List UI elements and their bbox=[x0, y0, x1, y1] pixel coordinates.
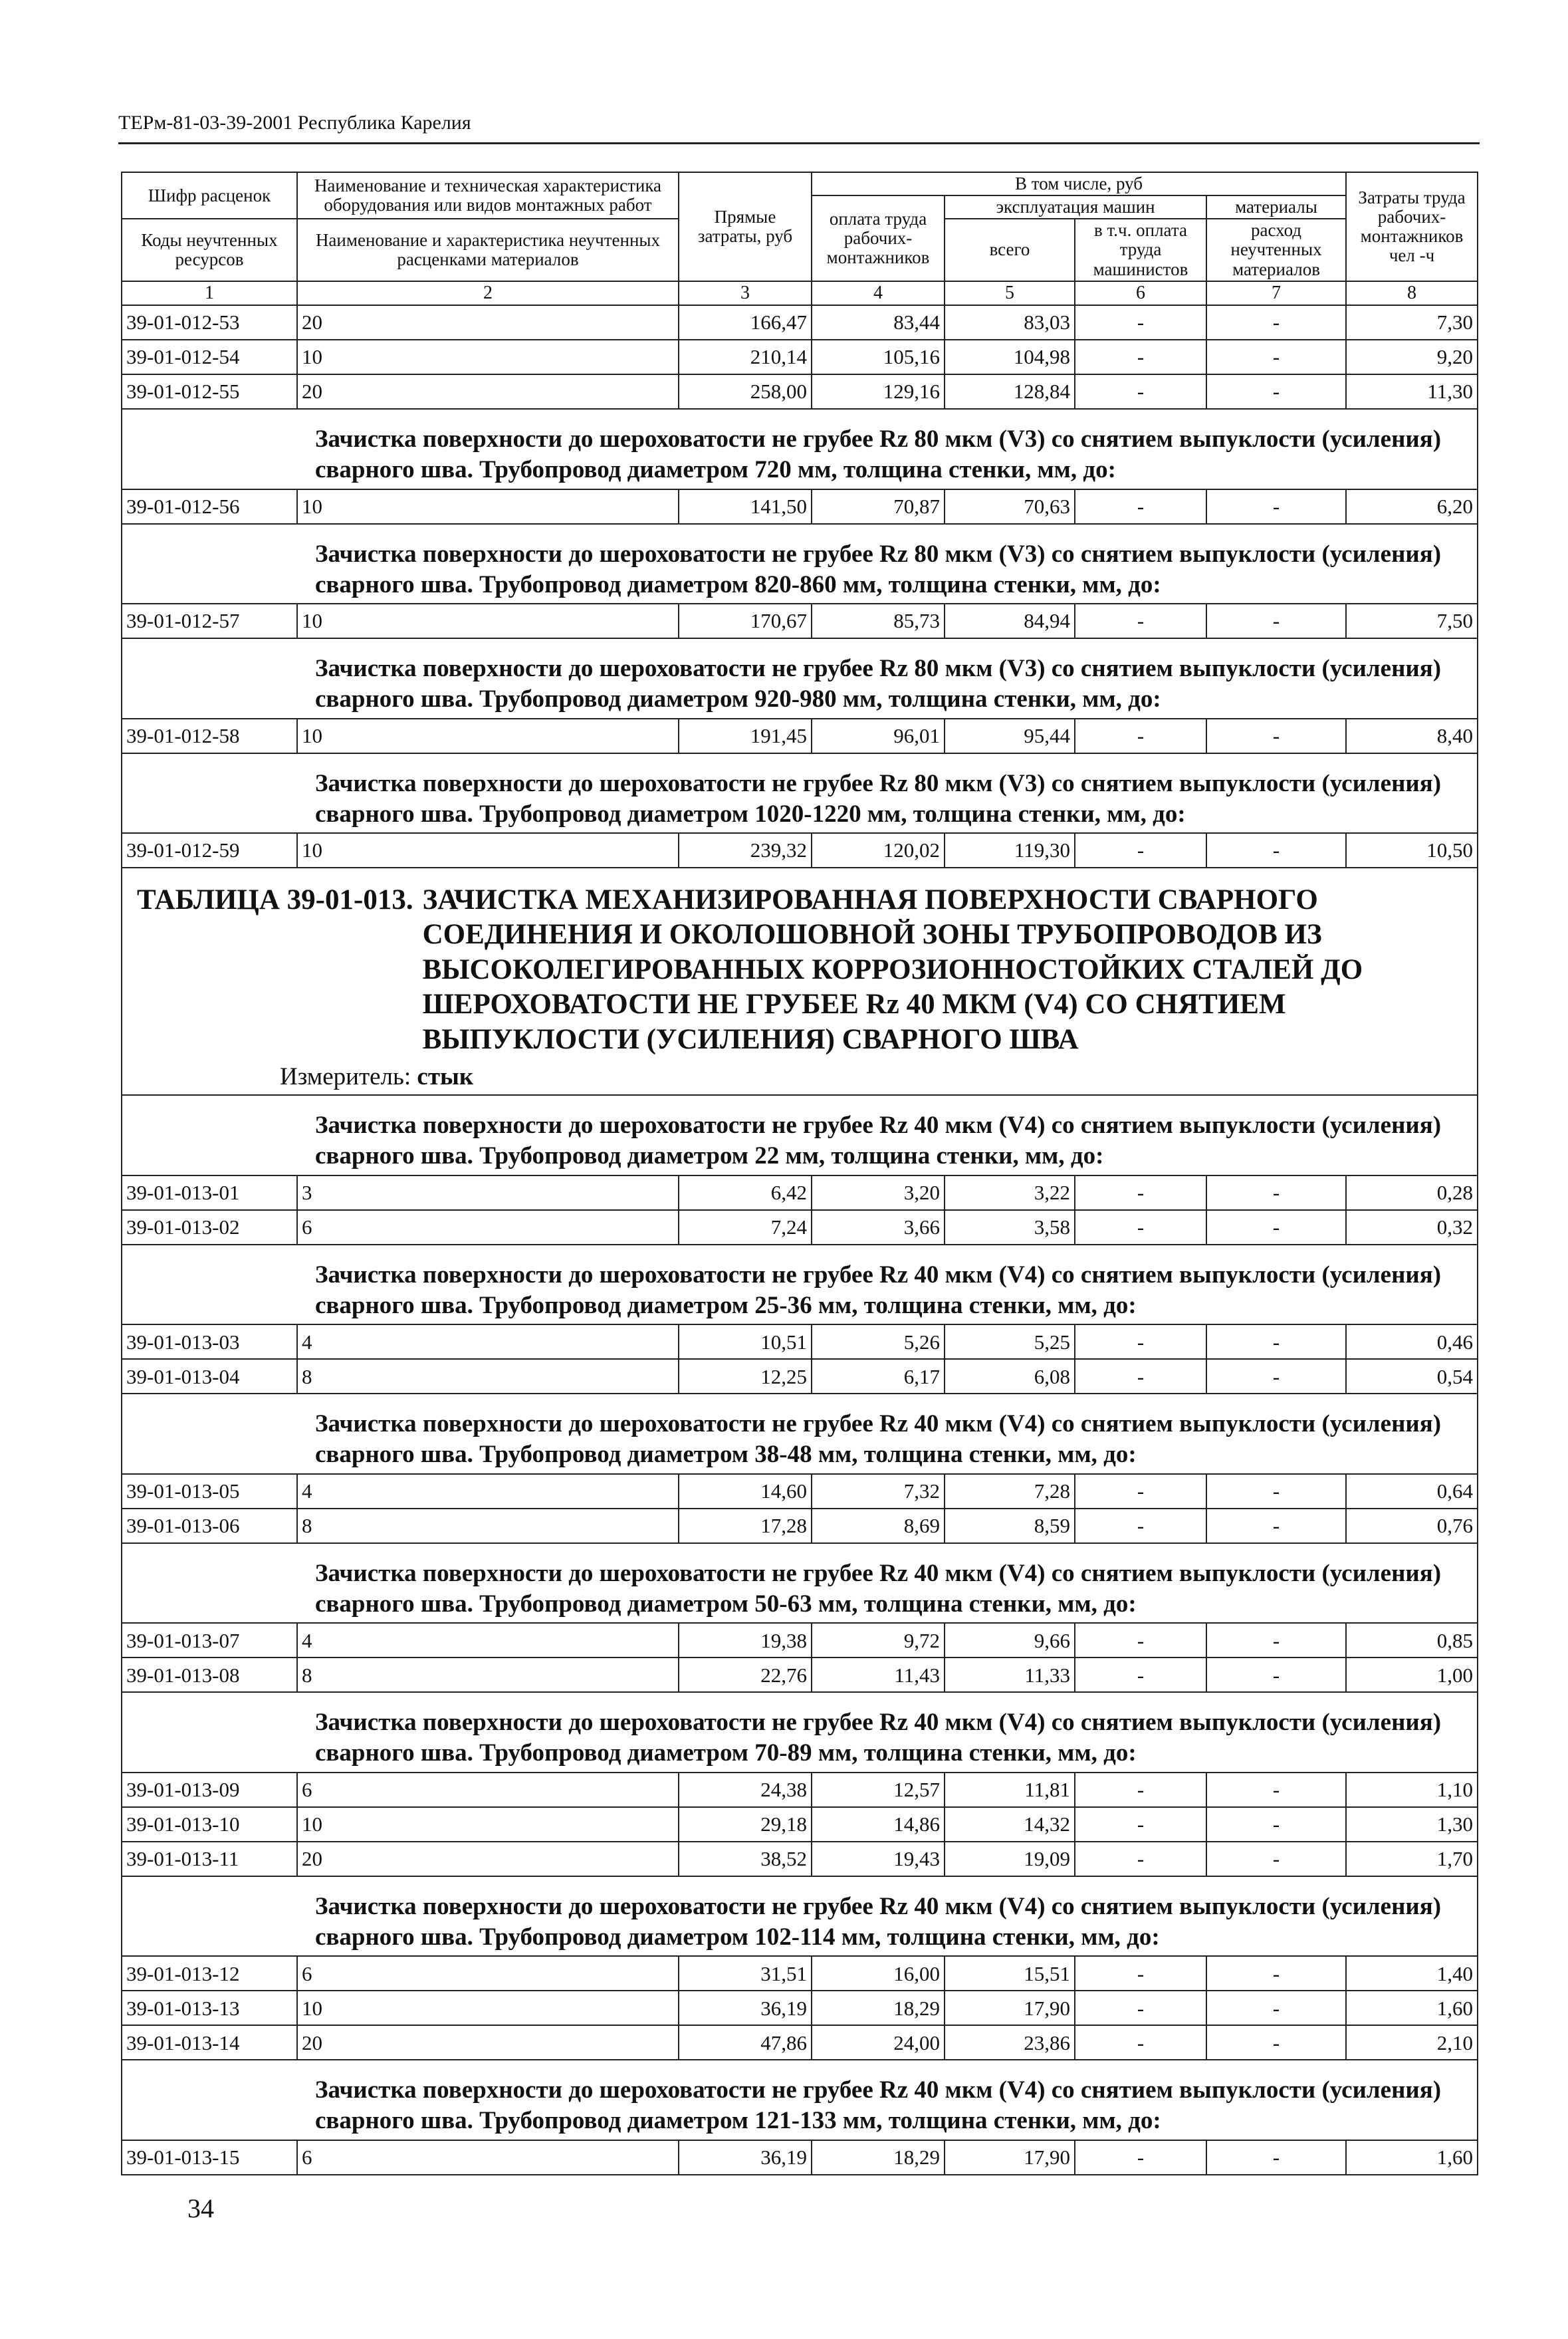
machine-cost: 128,84 bbox=[945, 374, 1075, 409]
table-row bbox=[122, 1807, 1478, 1842]
section-title: Зачистка поверхности до шероховатости не грубее Rz 40 мкм (V4) со снятием выпуклости (усиления) сварного шва. Трубопровод диаметром 38-48 мм, толщина стенки, мм, до: bbox=[122, 1394, 1478, 1474]
machine-cost: 7,28 bbox=[945, 1474, 1075, 1509]
direct-cost: 14,60 bbox=[679, 1474, 812, 1509]
machine-cost: 3,22 bbox=[945, 1175, 1075, 1210]
labor-hours: 0,32 bbox=[1346, 1210, 1478, 1245]
section-title: Зачистка поверхности до шероховатости не грубее Rz 40 мкм (V4) со снятием выпуклости (усиления) сварного шва. Трубопровод диаметром 70-89 мм, толщина стенки, мм, до: bbox=[122, 1692, 1478, 1773]
col-materials: материалы bbox=[1206, 195, 1346, 219]
rate-code: 39-01-013-06 bbox=[122, 1509, 297, 1543]
table-body-39-01-012 bbox=[122, 305, 1478, 868]
rate-code: 39-01-013-03 bbox=[122, 1324, 297, 1359]
rate-code: 39-01-012-57 bbox=[122, 604, 297, 638]
machine-cost: 104,98 bbox=[945, 340, 1075, 374]
labor-hours: 0,64 bbox=[1346, 1474, 1478, 1509]
labor-wage: 8,69 bbox=[812, 1509, 945, 1543]
wall-thickness: 10 bbox=[297, 719, 679, 753]
table-row bbox=[122, 1359, 1478, 1394]
machinist-wage: - bbox=[1075, 1773, 1206, 1807]
table-2-heading bbox=[122, 868, 1478, 1095]
wall-thickness: 6 bbox=[297, 2140, 679, 2175]
labor-wage: 83,44 bbox=[812, 305, 945, 340]
table-row bbox=[122, 719, 1478, 753]
table-row bbox=[122, 1658, 1478, 1692]
labor-hours: 0,76 bbox=[1346, 1509, 1478, 1543]
machine-cost: 9,66 bbox=[945, 1623, 1075, 1658]
wall-thickness: 10 bbox=[297, 489, 679, 524]
labor-hours: 1,70 bbox=[1346, 1842, 1478, 1876]
labor-hours: 0,28 bbox=[1346, 1175, 1478, 1210]
machinist-wage: - bbox=[1075, 489, 1206, 524]
column-numbers-row bbox=[122, 281, 1478, 305]
material-use: - bbox=[1206, 833, 1346, 868]
machinist-wage: - bbox=[1075, 1175, 1206, 1210]
rate-code: 39-01-013-05 bbox=[122, 1474, 297, 1509]
machinist-wage: - bbox=[1075, 1474, 1206, 1509]
table-body-39-01-013 bbox=[122, 1095, 1478, 2175]
direct-cost: 36,19 bbox=[679, 2140, 812, 2175]
material-use: - bbox=[1206, 374, 1346, 409]
direct-cost: 210,14 bbox=[679, 340, 812, 374]
wall-thickness: 3 bbox=[297, 1175, 679, 1210]
wall-thickness: 10 bbox=[297, 1991, 679, 2025]
col-wage: оплата труда рабочих-монтажников bbox=[812, 195, 945, 281]
material-use: - bbox=[1206, 1623, 1346, 1658]
section-title-row bbox=[122, 1876, 1478, 1957]
section-title: Зачистка поверхности до шероховатости не грубее Rz 80 мкм (V3) со снятием выпуклости (усиления) сварного шва. Трубопровод диаметром 1020-1220 мм, толщина стенки, мм, до: bbox=[122, 753, 1478, 834]
machinist-wage: - bbox=[1075, 1956, 1206, 1991]
machine-cost: 11,33 bbox=[945, 1658, 1075, 1692]
machine-cost: 70,63 bbox=[945, 489, 1075, 524]
machinist-wage: - bbox=[1075, 1359, 1206, 1394]
rates-table bbox=[121, 172, 1478, 2175]
rate-code: 39-01-012-58 bbox=[122, 719, 297, 753]
machinist-wage: - bbox=[1075, 833, 1206, 868]
labor-hours: 7,30 bbox=[1346, 305, 1478, 340]
machine-cost: 17,90 bbox=[945, 1991, 1075, 2025]
labor-wage: 3,66 bbox=[812, 1210, 945, 1245]
col-num: 8 bbox=[1346, 281, 1478, 305]
rate-code: 39-01-013-10 bbox=[122, 1807, 297, 1842]
col-num: 4 bbox=[812, 281, 945, 305]
machinist-wage: - bbox=[1075, 2140, 1206, 2175]
labor-hours: 0,54 bbox=[1346, 1359, 1478, 1394]
wall-thickness: 6 bbox=[297, 1210, 679, 1245]
labor-wage: 70,87 bbox=[812, 489, 945, 524]
rate-code: 39-01-013-01 bbox=[122, 1175, 297, 1210]
table-row bbox=[122, 374, 1478, 409]
wall-thickness: 4 bbox=[297, 1324, 679, 1359]
machinist-wage: - bbox=[1075, 1210, 1206, 1245]
rate-code: 39-01-013-14 bbox=[122, 2025, 297, 2060]
table-row bbox=[122, 305, 1478, 340]
material-use: - bbox=[1206, 1175, 1346, 1210]
labor-wage: 11,43 bbox=[812, 1658, 945, 1692]
machinist-wage: - bbox=[1075, 2025, 1206, 2060]
section-title: Зачистка поверхности до шероховатости не грубее Rz 80 мкм (V3) со снятием выпуклости (усиления) сварного шва. Трубопровод диаметром 920-980 мм, толщина стенки, мм, до: bbox=[122, 638, 1478, 719]
direct-cost: 6,42 bbox=[679, 1175, 812, 1210]
labor-wage: 18,29 bbox=[812, 1991, 945, 2025]
machine-cost: 14,32 bbox=[945, 1807, 1075, 1842]
labor-hours: 1,10 bbox=[1346, 1773, 1478, 1807]
material-use: - bbox=[1206, 1807, 1346, 1842]
rate-code: 39-01-012-59 bbox=[122, 833, 297, 868]
rate-code: 39-01-013-12 bbox=[122, 1956, 297, 1991]
labor-wage: 18,29 bbox=[812, 2140, 945, 2175]
machine-cost: 83,03 bbox=[945, 305, 1075, 340]
direct-cost: 17,28 bbox=[679, 1509, 812, 1543]
wall-thickness: 20 bbox=[297, 374, 679, 409]
wall-thickness: 10 bbox=[297, 1807, 679, 1842]
wall-thickness: 4 bbox=[297, 1623, 679, 1658]
direct-cost: 141,50 bbox=[679, 489, 812, 524]
labor-hours: 8,40 bbox=[1346, 719, 1478, 753]
col-num: 2 bbox=[297, 281, 679, 305]
table-number: ТАБЛИЦА 39-01-013. bbox=[137, 884, 413, 916]
material-use: - bbox=[1206, 1658, 1346, 1692]
table-title-row bbox=[122, 868, 1478, 1095]
rate-code: 39-01-013-04 bbox=[122, 1359, 297, 1394]
labor-wage: 105,16 bbox=[812, 340, 945, 374]
material-use: - bbox=[1206, 604, 1346, 638]
labor-hours: 7,50 bbox=[1346, 604, 1478, 638]
direct-cost: 7,24 bbox=[679, 1210, 812, 1245]
material-use: - bbox=[1206, 1359, 1346, 1394]
header-row-1 bbox=[122, 172, 1478, 195]
labor-hours: 9,20 bbox=[1346, 340, 1478, 374]
wall-thickness: 8 bbox=[297, 1509, 679, 1543]
machine-cost: 5,25 bbox=[945, 1324, 1075, 1359]
col-kody: Коды неучтенных ресурсов bbox=[122, 219, 297, 281]
section-title-row bbox=[122, 409, 1478, 489]
material-use: - bbox=[1206, 2140, 1346, 2175]
labor-hours: 1,00 bbox=[1346, 1658, 1478, 1692]
rate-code: 39-01-013-13 bbox=[122, 1991, 297, 2025]
col-machines: эксплуатация машин bbox=[945, 195, 1206, 219]
section-title-row bbox=[122, 1692, 1478, 1773]
rate-code: 39-01-013-15 bbox=[122, 2140, 297, 2175]
rate-code: 39-01-013-08 bbox=[122, 1658, 297, 1692]
machine-cost: 15,51 bbox=[945, 1956, 1075, 1991]
wall-thickness: 8 bbox=[297, 1359, 679, 1394]
measure-label: Измеритель: bbox=[280, 1063, 411, 1091]
machinist-wage: - bbox=[1075, 374, 1206, 409]
labor-hours: 6,20 bbox=[1346, 489, 1478, 524]
machine-cost: 8,59 bbox=[945, 1509, 1075, 1543]
direct-cost: 191,45 bbox=[679, 719, 812, 753]
machine-cost: 84,94 bbox=[945, 604, 1075, 638]
section-title-row bbox=[122, 1394, 1478, 1474]
table-row bbox=[122, 1842, 1478, 1876]
col-labor: Затраты труда рабочих-монтажников чел -ч bbox=[1346, 172, 1478, 281]
col-num: 1 bbox=[122, 281, 297, 305]
rate-code: 39-01-013-11 bbox=[122, 1842, 297, 1876]
section-title-row bbox=[122, 1543, 1478, 1624]
table-row bbox=[122, 1210, 1478, 1245]
machinist-wage: - bbox=[1075, 1658, 1206, 1692]
section-title: Зачистка поверхности до шероховатости не грубее Rz 40 мкм (V4) со снятием выпуклости (усиления) сварного шва. Трубопровод диаметром 121-133 мм, толщина стенки, мм, до: bbox=[122, 2060, 1478, 2140]
col-name: Наименование и техническая характеристика оборудования или видов монтажных работ bbox=[297, 172, 679, 219]
wall-thickness: 20 bbox=[297, 1842, 679, 1876]
rate-code: 39-01-013-09 bbox=[122, 1773, 297, 1807]
direct-cost: 10,51 bbox=[679, 1324, 812, 1359]
rate-code: 39-01-012-55 bbox=[122, 374, 297, 409]
labor-wage: 5,26 bbox=[812, 1324, 945, 1359]
direct-cost: 24,38 bbox=[679, 1773, 812, 1807]
col-incl-wage: в т.ч. оплата труда машинистов bbox=[1075, 219, 1206, 281]
machine-cost: 95,44 bbox=[945, 719, 1075, 753]
direct-cost: 22,76 bbox=[679, 1658, 812, 1692]
machine-cost: 119,30 bbox=[945, 833, 1075, 868]
labor-wage: 24,00 bbox=[812, 2025, 945, 2060]
col-direct: Прямые затраты, руб bbox=[679, 172, 812, 281]
direct-cost: 239,32 bbox=[679, 833, 812, 868]
table-name: ЗАЧИСТКА МЕХАНИЗИРОВАННАЯ ПОВЕРХНОСТИ СВАРНОГО СОЕДИНЕНИЯ И ОКОЛОШОВНОЙ ЗОНЫ ТРУБОПРОВОДОВ ИЗ ВЫСОКОЛЕГИРОВАННЫХ КОРРОЗИОННОСТОЙКИХ СТАЛЕЙ ДО ШЕРОХОВАТОСТИ НЕ ГРУБЕЕ Rz 40 МКМ (V4) СО СНЯТИЕМ ВЫПУКЛОСТИ (УСИЛЕНИЯ) СВАРНОГО ШВА bbox=[422, 884, 1363, 1055]
labor-hours: 1,60 bbox=[1346, 1991, 1478, 2025]
material-use: - bbox=[1206, 305, 1346, 340]
table-row bbox=[122, 1773, 1478, 1807]
wall-thickness: 6 bbox=[297, 1956, 679, 1991]
col-mat-use: расход неучтенных материалов bbox=[1206, 219, 1346, 281]
labor-wage: 16,00 bbox=[812, 1956, 945, 1991]
col-num: 3 bbox=[679, 281, 812, 305]
material-use: - bbox=[1206, 1324, 1346, 1359]
rate-code: 39-01-013-02 bbox=[122, 1210, 297, 1245]
material-use: - bbox=[1206, 1956, 1346, 1991]
wall-thickness: 10 bbox=[297, 340, 679, 374]
labor-wage: 96,01 bbox=[812, 719, 945, 753]
section-title: Зачистка поверхности до шероховатости не грубее Rz 40 мкм (V4) со снятием выпуклости (усиления) сварного шва. Трубопровод диаметром 25-36 мм, толщина стенки, мм, до: bbox=[122, 1245, 1478, 1325]
direct-cost: 19,38 bbox=[679, 1623, 812, 1658]
table-row bbox=[122, 2025, 1478, 2060]
col-shifr: Шифр расценок bbox=[122, 172, 297, 219]
labor-wage: 6,17 bbox=[812, 1359, 945, 1394]
section-title-row bbox=[122, 1095, 1478, 1175]
machinist-wage: - bbox=[1075, 1623, 1206, 1658]
labor-hours: 1,60 bbox=[1346, 2140, 1478, 2175]
page-header: ТЕРм-81-03-39-2001 Республика Карелия bbox=[118, 112, 471, 134]
material-use: - bbox=[1206, 1991, 1346, 2025]
labor-wage: 129,16 bbox=[812, 374, 945, 409]
wall-thickness: 20 bbox=[297, 2025, 679, 2060]
machinist-wage: - bbox=[1075, 340, 1206, 374]
col-all: всего bbox=[945, 219, 1075, 281]
col-num: 7 bbox=[1206, 281, 1346, 305]
material-use: - bbox=[1206, 1773, 1346, 1807]
section-title-row bbox=[122, 2060, 1478, 2140]
direct-cost: 29,18 bbox=[679, 1807, 812, 1842]
section-title-row bbox=[122, 753, 1478, 834]
wall-thickness: 4 bbox=[297, 1474, 679, 1509]
labor-hours: 0,85 bbox=[1346, 1623, 1478, 1658]
measure-line bbox=[137, 1064, 1472, 1090]
material-use: - bbox=[1206, 1509, 1346, 1543]
material-use: - bbox=[1206, 1474, 1346, 1509]
material-use: - bbox=[1206, 489, 1346, 524]
machine-cost: 17,90 bbox=[945, 2140, 1075, 2175]
machinist-wage: - bbox=[1075, 1509, 1206, 1543]
col-num: 6 bbox=[1075, 281, 1206, 305]
labor-wage: 14,86 bbox=[812, 1807, 945, 1842]
labor-hours: 11,30 bbox=[1346, 374, 1478, 409]
machine-cost: 6,08 bbox=[945, 1359, 1075, 1394]
machine-cost: 23,86 bbox=[945, 2025, 1075, 2060]
wall-thickness: 10 bbox=[297, 604, 679, 638]
labor-hours: 1,30 bbox=[1346, 1807, 1478, 1842]
section-title: Зачистка поверхности до шероховатости не грубее Rz 40 мкм (V4) со снятием выпуклости (усиления) сварного шва. Трубопровод диаметром 102-114 мм, толщина стенки, мм, до: bbox=[122, 1876, 1478, 1957]
labor-hours: 1,40 bbox=[1346, 1956, 1478, 1991]
header-rule bbox=[118, 142, 1480, 144]
section-title: Зачистка поверхности до шероховатости не грубее Rz 40 мкм (V4) со снятием выпуклости (усиления) сварного шва. Трубопровод диаметром 50-63 мм, толщина стенки, мм, до: bbox=[122, 1543, 1478, 1624]
labor-wage: 19,43 bbox=[812, 1842, 945, 1876]
direct-cost: 36,19 bbox=[679, 1991, 812, 2025]
machinist-wage: - bbox=[1075, 1842, 1206, 1876]
direct-cost: 31,51 bbox=[679, 1956, 812, 1991]
table-row bbox=[122, 1991, 1478, 2025]
direct-cost: 47,86 bbox=[679, 2025, 812, 2060]
labor-hours: 2,10 bbox=[1346, 2025, 1478, 2060]
table-row bbox=[122, 1175, 1478, 1210]
col-num: 5 bbox=[945, 281, 1075, 305]
labor-wage: 85,73 bbox=[812, 604, 945, 638]
table-title bbox=[137, 883, 1472, 1057]
material-use: - bbox=[1206, 1842, 1346, 1876]
wall-thickness: 8 bbox=[297, 1658, 679, 1692]
machinist-wage: - bbox=[1075, 1807, 1206, 1842]
labor-wage: 12,57 bbox=[812, 1773, 945, 1807]
labor-wage: 120,02 bbox=[812, 833, 945, 868]
direct-cost: 38,52 bbox=[679, 1842, 812, 1876]
table-row bbox=[122, 604, 1478, 638]
rate-code: 39-01-012-54 bbox=[122, 340, 297, 374]
labor-hours: 0,46 bbox=[1346, 1324, 1478, 1359]
machinist-wage: - bbox=[1075, 305, 1206, 340]
table-row bbox=[122, 489, 1478, 524]
rate-code: 39-01-013-07 bbox=[122, 1623, 297, 1658]
table-row bbox=[122, 1623, 1478, 1658]
section-title: Зачистка поверхности до шероховатости не грубее Rz 80 мкм (V3) со снятием выпуклости (усиления) сварного шва. Трубопровод диаметром 820-860 мм, толщина стенки, мм, до: bbox=[122, 524, 1478, 604]
col-name2: Наименование и характеристика неучтенных расценками материалов bbox=[297, 219, 679, 281]
wall-thickness: 6 bbox=[297, 1773, 679, 1807]
direct-cost: 166,47 bbox=[679, 305, 812, 340]
material-use: - bbox=[1206, 340, 1346, 374]
direct-cost: 12,25 bbox=[679, 1359, 812, 1394]
machinist-wage: - bbox=[1075, 719, 1206, 753]
wall-thickness: 20 bbox=[297, 305, 679, 340]
document-body bbox=[121, 172, 1477, 2175]
table-title-cell bbox=[122, 868, 1478, 1095]
table-row bbox=[122, 833, 1478, 868]
labor-hours: 10,50 bbox=[1346, 833, 1478, 868]
section-title: Зачистка поверхности до шероховатости не грубее Rz 80 мкм (V3) со снятием выпуклости (усиления) сварного шва. Трубопровод диаметром 720 мм, толщина стенки, мм, до: bbox=[122, 409, 1478, 489]
section-title-row bbox=[122, 1245, 1478, 1325]
rate-code: 39-01-012-53 bbox=[122, 305, 297, 340]
table-row bbox=[122, 1509, 1478, 1543]
machine-cost: 11,81 bbox=[945, 1773, 1075, 1807]
section-title-row bbox=[122, 524, 1478, 604]
labor-wage: 7,32 bbox=[812, 1474, 945, 1509]
section-title: Зачистка поверхности до шероховатости не грубее Rz 40 мкм (V4) со снятием выпуклости (усиления) сварного шва. Трубопровод диаметром 22 мм, толщина стенки, мм, до: bbox=[122, 1095, 1478, 1175]
material-use: - bbox=[1206, 2025, 1346, 2060]
labor-wage: 9,72 bbox=[812, 1623, 945, 1658]
table-row bbox=[122, 340, 1478, 374]
machinist-wage: - bbox=[1075, 604, 1206, 638]
direct-cost: 258,00 bbox=[679, 374, 812, 409]
table-row bbox=[122, 1956, 1478, 1991]
machine-cost: 3,58 bbox=[945, 1210, 1075, 1245]
table-row bbox=[122, 1324, 1478, 1359]
rate-code: 39-01-012-56 bbox=[122, 489, 297, 524]
measure-value: стык bbox=[417, 1063, 474, 1091]
material-use: - bbox=[1206, 719, 1346, 753]
direct-cost: 170,67 bbox=[679, 604, 812, 638]
labor-wage: 3,20 bbox=[812, 1175, 945, 1210]
table-row bbox=[122, 2140, 1478, 2175]
page-number: 34 bbox=[187, 2193, 214, 2223]
machinist-wage: - bbox=[1075, 1991, 1206, 2025]
machine-cost: 19,09 bbox=[945, 1842, 1075, 1876]
table-row bbox=[122, 1474, 1478, 1509]
wall-thickness: 10 bbox=[297, 833, 679, 868]
material-use: - bbox=[1206, 1210, 1346, 1245]
col-incl: В том числе, руб bbox=[812, 172, 1346, 195]
machinist-wage: - bbox=[1075, 1324, 1206, 1359]
section-title-row bbox=[122, 638, 1478, 719]
